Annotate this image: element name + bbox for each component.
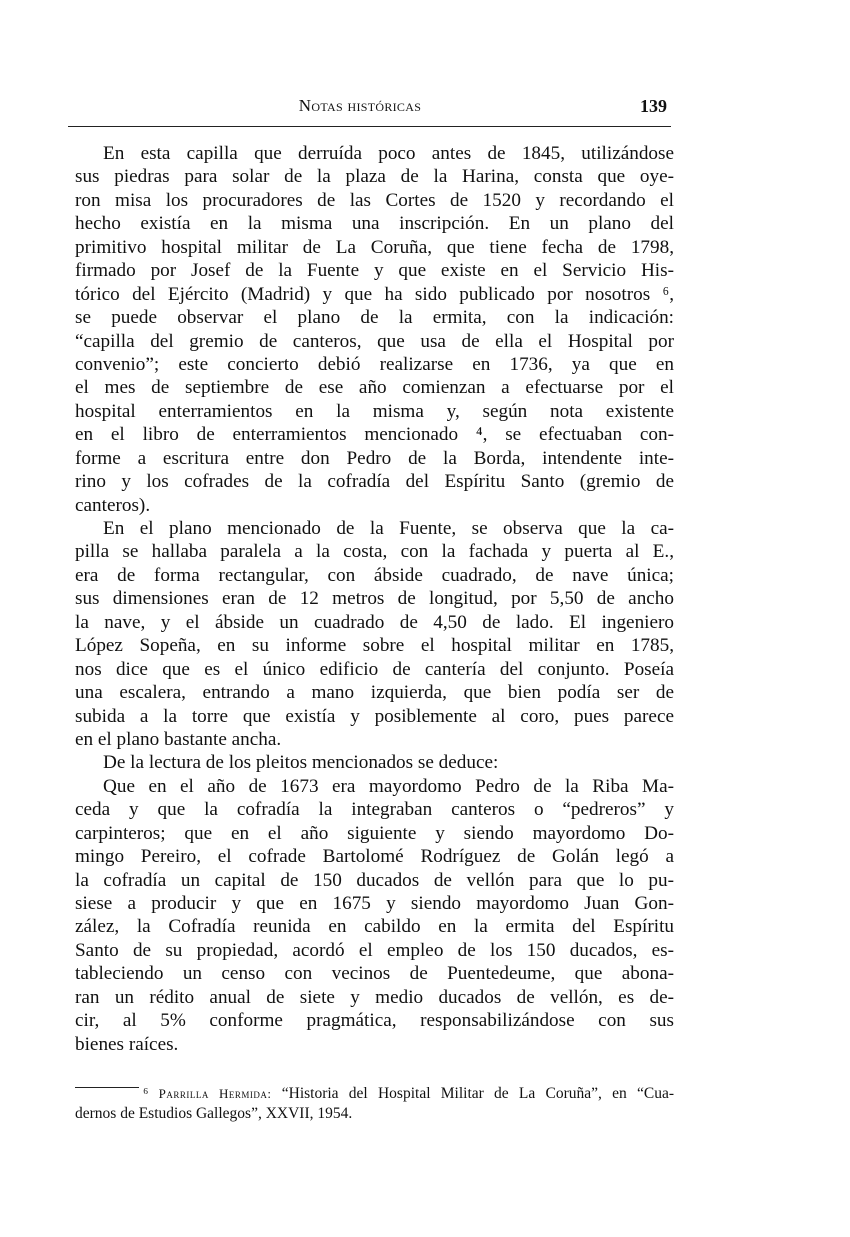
text-line: Que en el año de 1673 era mayordomo Pedro de la Riba Ma- (103, 775, 674, 797)
body-text (75, 142, 674, 1056)
page-number: 139 (640, 96, 667, 116)
text-line: tableciendo un censo con vecinos de Puentedeume, que abona- (75, 963, 674, 985)
text-line: En esta capilla que derruída poco antes de 1845, utilizándose (103, 143, 674, 164)
text-line: mingo Pereiro, el cofrade Bartolomé Rodríguez de Golán legó a (75, 846, 674, 868)
text-line: la cofradía un capital de 150 ducados de vellón para que lo pu- (75, 869, 674, 891)
text-line: hospital enterramientos en la misma y, según nota existente (75, 400, 674, 422)
text-line: forme a escritura entre don Pedro de la Borda, intendente inte- (75, 447, 674, 469)
footnote-line (75, 1084, 674, 1104)
text-line: cir, al 5% conforme pragmática, responsabilizándose con sus (75, 1010, 674, 1032)
header-rule (68, 126, 671, 127)
running-header-title: Notas históricas (298, 96, 422, 115)
text-line: carpinteros; que en el año siguiente y siendo mayordomo Do- (75, 822, 674, 844)
text-line: López Sopeña, en su informe sobre el hospital militar en 1785, (75, 635, 674, 657)
footnote-line: dernos de Estudios Gallegos”, XXVII, 1954. (75, 1104, 353, 1122)
footnote-marker: ⁶ (143, 1085, 149, 1102)
text-line: primitivo hospital militar de La Coruña, que tiene fecha de 1798, (75, 236, 674, 258)
text-line: la nave, y el ábside un cuadrado de 4,50 de lado. El ingeniero (75, 611, 674, 633)
text-line: siese a producir y que en 1675 y siendo mayordomo Juan Gon- (75, 893, 674, 914)
paragraph (75, 517, 674, 751)
text-line: firmado por Josef de la Fuente y que existe en el Servicio His- (75, 260, 674, 282)
footnote-text: “Historia del Hospital Militar de La Coruña”, en “Cua- (281, 1085, 675, 1102)
text-line: rino y los cofrades de la cofradía del Espíritu Santo (gremio de (75, 471, 674, 493)
text-line: subida a la torre que existía y posiblemente al coro, pues parece (75, 705, 674, 727)
text-line: el mes de septiembre de ese año comienzan a efectuarse por el (75, 377, 674, 399)
text-line: nos dice que es el único edificio de cantería del conjunto. Poseía (75, 658, 674, 680)
paragraph (75, 142, 674, 517)
paragraph (75, 775, 674, 1056)
text-line: se puede observar el plano de la ermita, con la indicación: (75, 307, 674, 329)
text-line: convenio”; este concierto debió realizarse en 1736, ya que en (75, 353, 674, 375)
text-line: sus piedras para solar de la plaza de la Harina, consta que oye- (75, 166, 674, 188)
text-line: En el plano mencionado de la Fuente, se observa que la ca- (103, 518, 674, 539)
text-line: pilla se hallaba paralela a la costa, con la fachada y puerta al E., (75, 541, 674, 563)
text-line: en el libro de enterramientos mencionado ⁴, se efectuaban con- (75, 424, 674, 446)
text-line: canteros). (75, 494, 151, 516)
text-line: ran un rédito anual de siete y medio ducados de vellón, es de- (75, 986, 674, 1008)
text-line: Santo de su propiedad, acordó el empleo de los 150 ducados, es- (75, 939, 674, 961)
text-line: tórico del Ejército (Madrid) y que ha sido publicado por nosotros ⁶, (75, 283, 674, 305)
text-line: De la lectura de los pleitos mencionados se deduce: (103, 752, 499, 774)
text-line: era de forma rectangular, con ábside cuadrado, de nave única; (75, 564, 674, 586)
text-line: en el plano bastante ancha. (75, 728, 282, 750)
text-line: ceda y que la cofradía la integraban canteros o “pedreros” y (75, 799, 674, 821)
text-line: zález, la Cofradía reunida en cabildo en la ermita del Espíritu (75, 916, 674, 938)
text-line: “capilla del gremio de canteros, que usa de ella el Hospital por (75, 330, 674, 352)
text-line: sus dimensiones eran de 12 metros de longitud, por 5,50 de ancho (75, 588, 674, 610)
footnote (75, 1084, 674, 1123)
text-line: ron misa los procuradores de las Cortes de 1520 y recordando el (75, 189, 674, 211)
text-line: una escalera, entrando a mano izquierda, que bien podía ser de (75, 682, 674, 704)
text-line: bienes raíces. (75, 1033, 179, 1055)
footnote-author: Parrilla Hermida: (158, 1086, 272, 1101)
text-line: hecho existía en la misma una inscripción. En un plano del (75, 213, 674, 235)
paragraph (75, 751, 674, 774)
